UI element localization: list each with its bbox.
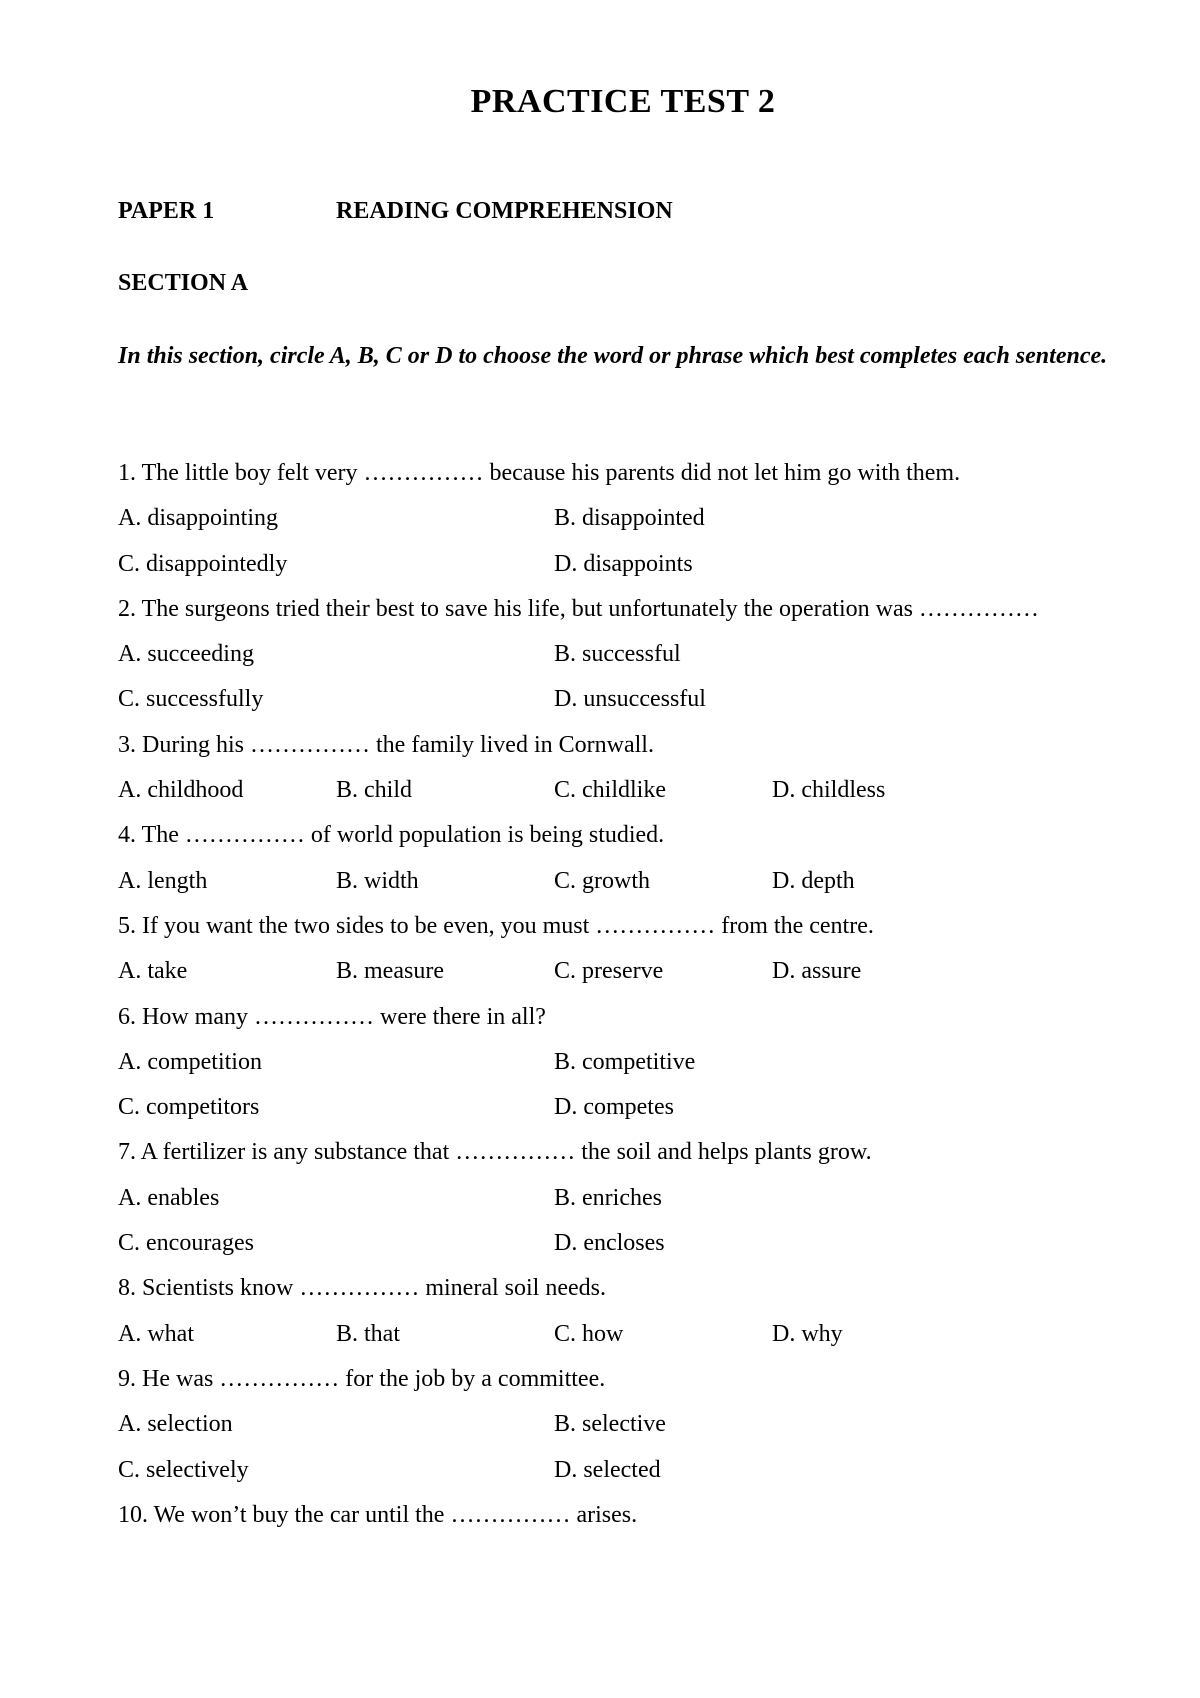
options-row — [118, 542, 1128, 587]
question-9 — [118, 1357, 1128, 1493]
question-list — [118, 451, 1128, 1538]
option-d: D. selected — [554, 1456, 661, 1483]
options-row — [118, 1402, 1128, 1447]
option-d: D. unsuccessful — [554, 686, 706, 713]
options-row — [118, 632, 1128, 677]
question-1 — [118, 451, 1128, 587]
option-d: D. depth — [772, 867, 855, 894]
option-b: B. competitive — [554, 1048, 696, 1075]
options-row — [118, 1221, 1128, 1266]
option-c: C. competitors — [118, 1094, 260, 1121]
question-stem: 7. A fertilizer is any substance that …………… the soil and helps plants grow. — [118, 1139, 872, 1166]
option-c: C. growth — [554, 867, 650, 894]
options-row — [118, 1085, 1128, 1130]
option-c: C. encourages — [118, 1230, 254, 1257]
option-b: B. successful — [554, 641, 681, 668]
option-d: D. disappoints — [554, 550, 693, 577]
option-b: B. enriches — [554, 1184, 662, 1211]
option-b: B. measure — [336, 958, 444, 985]
option-a: A. childhood — [118, 777, 244, 804]
question-stem: 10. We won’t buy the car until the …………… arises. — [118, 1501, 638, 1528]
question-7 — [118, 1130, 1128, 1266]
paper-number: PAPER 1 — [118, 198, 215, 224]
option-b: B. child — [336, 777, 412, 804]
question-2 — [118, 587, 1128, 723]
option-c: C. successfully — [118, 686, 264, 713]
paper-name: READING COMPREHENSION — [336, 198, 673, 224]
question-stem: 6. How many …………… were there in all? — [118, 1003, 546, 1030]
question-8 — [118, 1266, 1128, 1357]
options-row — [118, 1312, 1128, 1357]
option-c: C. how — [554, 1320, 624, 1347]
question-5 — [118, 904, 1128, 995]
options-row — [118, 859, 1128, 904]
option-c: C. selectively — [118, 1456, 249, 1483]
option-a: A. competition — [118, 1048, 262, 1075]
option-a: A. what — [118, 1320, 194, 1347]
option-d: D. childless — [772, 777, 886, 804]
option-a: A. enables — [118, 1184, 220, 1211]
options-row — [118, 1040, 1128, 1085]
option-c: C. childlike — [554, 777, 666, 804]
question-stem: 3. During his …………… the family lived in Cornwall. — [118, 731, 654, 758]
options-row — [118, 949, 1128, 994]
question-stem: 1. The little boy felt very …………… because his parents did not let him go with them. — [118, 460, 961, 486]
options-row — [118, 1448, 1128, 1493]
option-d: D. competes — [554, 1094, 674, 1121]
option-a: A. disappointing — [118, 505, 278, 532]
question-stem: 5. If you want the two sides to be even, you must …………… from the centre. — [118, 912, 874, 939]
option-d: D. assure — [772, 958, 862, 985]
section-heading: SECTION A — [118, 270, 249, 296]
option-c: C. disappointedly — [118, 550, 288, 577]
option-c: C. preserve — [554, 958, 664, 985]
option-a: A. length — [118, 867, 208, 894]
option-d: D. why — [772, 1320, 843, 1347]
question-10 — [118, 1493, 1128, 1538]
page-title: PRACTICE TEST 2 — [470, 83, 776, 120]
option-a: A. selection — [118, 1411, 233, 1438]
option-a: A. succeeding — [118, 641, 254, 668]
question-stem: 9. He was …………… for the job by a committee. — [118, 1365, 606, 1392]
question-4 — [118, 813, 1128, 904]
options-row — [118, 1176, 1128, 1221]
question-6 — [118, 995, 1128, 1131]
options-row — [118, 677, 1128, 722]
question-stem: 8. Scientists know …………… mineral soil needs. — [118, 1275, 606, 1302]
option-b: B. width — [336, 867, 419, 894]
instructions: In this section, circle A, B, C or D to choose the word or phrase which best completes each sentence. — [118, 343, 1108, 369]
options-row — [118, 768, 1128, 813]
question-stem: 2. The surgeons tried their best to save his life, but unfortunately the operation was …………… — [118, 595, 1039, 622]
option-d: D. encloses — [554, 1230, 665, 1257]
option-b: B. selective — [554, 1411, 666, 1438]
option-b: B. that — [336, 1320, 400, 1347]
option-a: A. take — [118, 958, 188, 985]
question-3 — [118, 723, 1128, 814]
options-row — [118, 496, 1128, 541]
option-b: B. disappointed — [554, 505, 705, 532]
question-stem: 4. The …………… of world population is being studied. — [118, 822, 665, 849]
